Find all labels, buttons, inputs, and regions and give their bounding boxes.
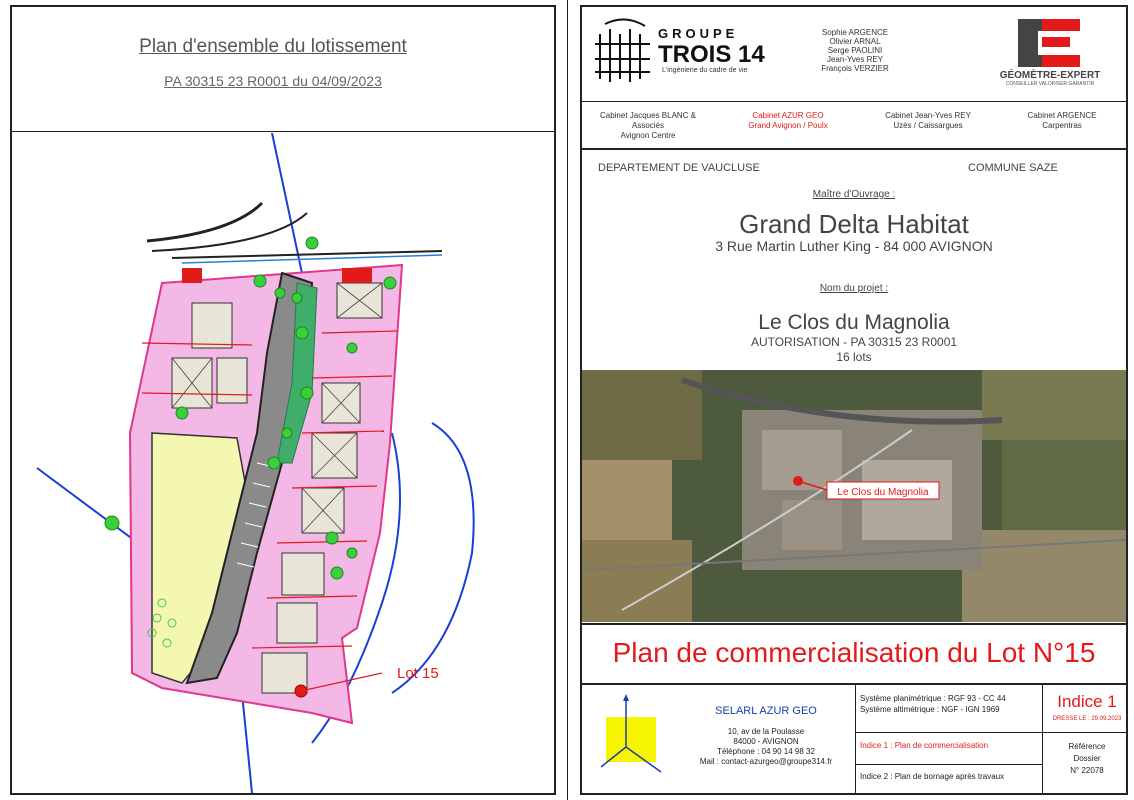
department: DEPARTEMENT DE VAUCLUSE	[598, 162, 760, 174]
subdivision-plan-drawing	[12, 133, 554, 793]
project-name: Le Clos du Magnolia	[758, 311, 950, 334]
cabinet-rey: Cabinet Jean-Yves REY Uzès / Caissargues	[885, 111, 971, 130]
plan-subtitle: PA 30315 23 R0001 du 04/09/2023	[164, 73, 382, 89]
main-title: Plan de commercialisation du Lot N°15	[612, 637, 1096, 668]
firm-name: SELARL AZUR GEO	[715, 705, 817, 717]
svg-text:GROUPE: GROUPE	[658, 26, 739, 41]
indice-date: DRESSE LE : 29.09.2023	[1052, 716, 1122, 722]
indice-badge: Indice 1	[1057, 692, 1117, 711]
reference-box: Référence Dossier N° 22078	[1068, 742, 1106, 775]
left-title-block	[10, 5, 556, 132]
project-authorization: AUTORISATION - PA 30315 23 R0001	[750, 335, 958, 349]
project-lots: 16 lots	[836, 350, 872, 364]
partner-names: Sophie ARGENCE Olivier ARNAL Serge PAOLINI Jean-Yves REY François VERZIER	[821, 28, 889, 73]
indice-1-note: Indice 1 : Plan de commercialisation	[860, 741, 989, 750]
lot-15-label: Lot 15	[397, 665, 439, 682]
project-label: Nom du projet :	[819, 283, 889, 294]
geometre-expert-logo	[980, 14, 1120, 86]
map-label: Le Clos du Magnolia	[837, 487, 929, 498]
block-divider-h2	[855, 764, 1043, 765]
coordinate-systems: Système planimétrique : RGF 93 - CC 44 Système altimétrique : NGF - IGN 1969	[860, 694, 1006, 714]
svg-text:CONSEILLER VALORISER GARANTIR: CONSEILLER VALORISER GARANTIR	[1005, 81, 1095, 86]
aerial-photo	[582, 370, 1126, 622]
indice-2-note: Indice 2 : Plan de bornage après travaux	[860, 772, 1005, 781]
header-divider	[580, 101, 1128, 102]
owner-label: Maître d'Ouvrage :	[812, 189, 896, 200]
cabinets-divider	[580, 148, 1128, 150]
title-divider	[580, 683, 1128, 685]
firm-address: 10, av de la Poulasse 84000 - AVIGNON Téléphone : 04 90 14 98 32 Mail : contact-azurgeo@groupe314.fr	[699, 727, 833, 766]
block-divider-h1	[855, 732, 1128, 733]
groupe-trois14-logo	[590, 14, 780, 86]
svg-text:L'ingénierie du cadre de vie: L'ingénierie du cadre de vie	[662, 67, 748, 74]
client-name: Grand Delta Habitat	[739, 209, 969, 239]
plan-title: Plan d'ensemble du lotissement	[139, 36, 407, 57]
cabinet-argence: Cabinet ARGENCE Carpentras	[1027, 111, 1097, 130]
svg-text:GÉOMÈTRE-EXPERT: GÉOMÈTRE-EXPERT	[999, 70, 1101, 81]
sheet-divider	[567, 0, 568, 800]
block-divider-v1	[855, 685, 856, 795]
client-address: 3 Rue Martin Luther King - 84 000 AVIGNON	[715, 238, 993, 254]
cabinet-blanc: Cabinet Jacques BLANC & Associés Avignon Centre	[599, 111, 697, 140]
photo-divider	[580, 623, 1128, 625]
commune: COMMUNE SAZE	[968, 162, 1058, 174]
block-divider-v2	[1042, 685, 1043, 795]
azur-geo-logo	[596, 692, 666, 777]
svg-text:TROIS 14: TROIS 14	[658, 41, 765, 68]
cabinet-azur-geo: Cabinet AZUR GEO Grand Avignon / Poulx	[748, 111, 828, 130]
